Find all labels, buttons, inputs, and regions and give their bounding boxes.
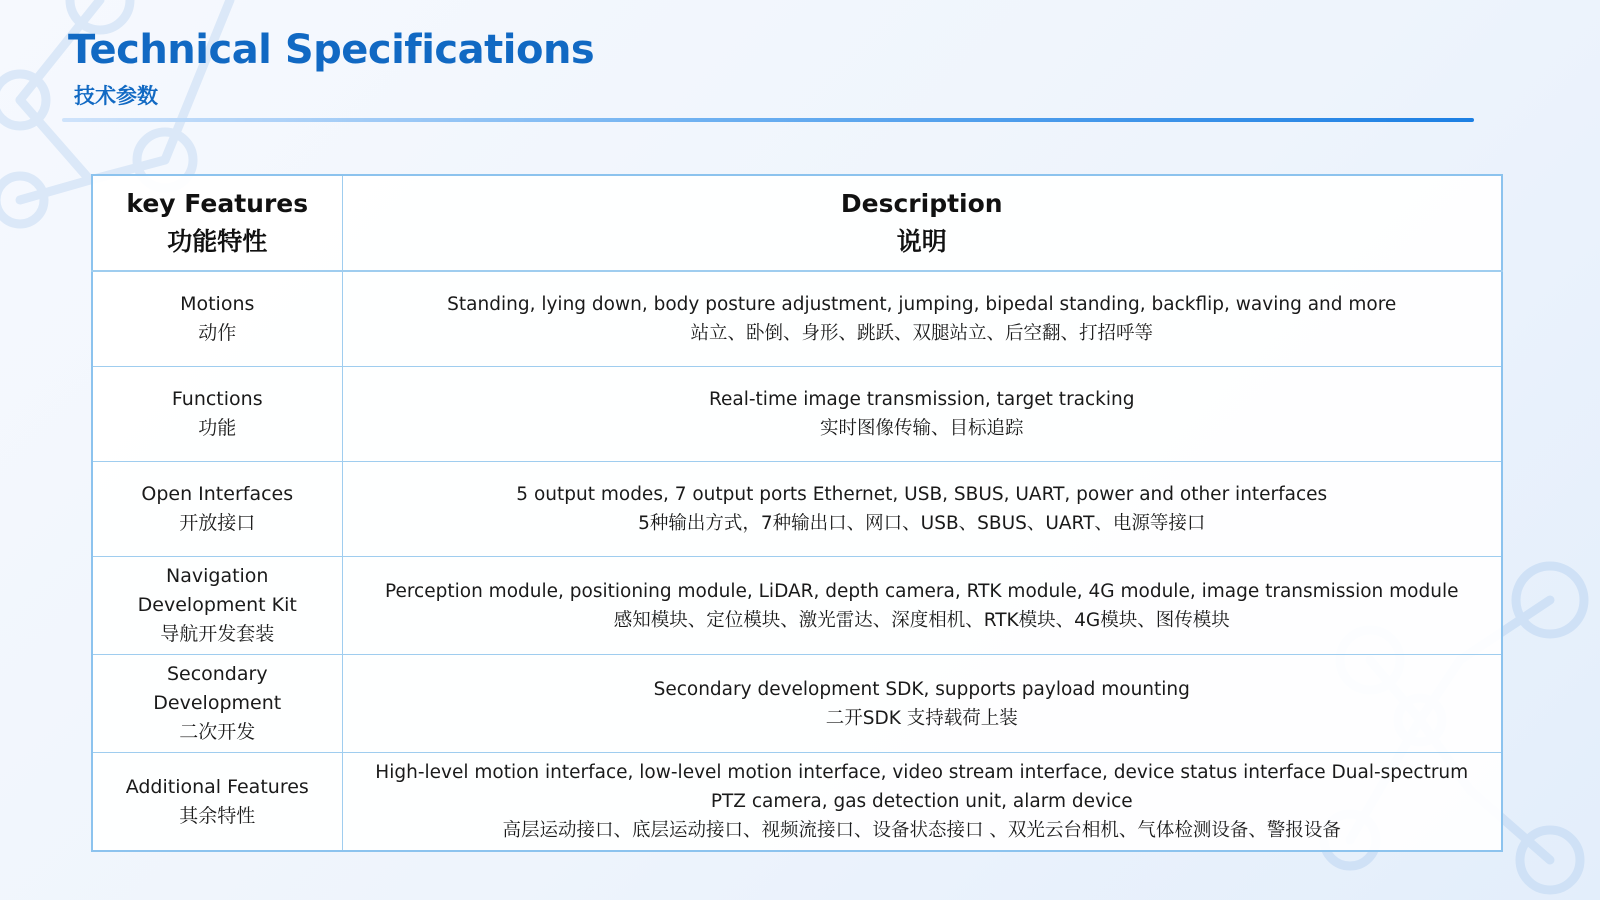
description-text: Real-time image transmission, target tracking: [709, 389, 1135, 410]
header-key-features: [92, 175, 342, 271]
feature-label: Motions: [180, 293, 255, 315]
description-text: 站立、卧倒、身形、跳跃、双腿站立、后空翻、打招呼等: [690, 323, 1153, 344]
description-text: Secondary development SDK, supports payload mounting: [653, 678, 1190, 700]
table-row-additional-features: [92, 753, 1502, 852]
description-text: 高层运动接口、底层运动接口、视频流接口、设备状态接口 、双光云台相机、气体检测设备、警报设备: [502, 820, 1341, 841]
feature-label: Functions: [171, 388, 263, 410]
description-text: PTZ camera, gas detection unit, alarm device: [710, 791, 1133, 812]
description-text: 5 output modes, 7 output ports Ethernet, USB, SBUS, UART, power and other interfaces: [516, 484, 1328, 505]
feature-label: 二次开发: [179, 721, 256, 743]
header-description-zh: 说明: [896, 227, 947, 256]
table-row-open-interfaces: [92, 462, 1502, 557]
description-text: 实时图像传输、目标追踪: [819, 418, 1024, 439]
feature-cell: [92, 557, 342, 655]
feature-cell: [92, 655, 342, 753]
table-row-functions: [92, 367, 1502, 462]
header-feature-en: key Features: [126, 189, 309, 218]
feature-cell: [92, 753, 342, 852]
feature-label: 功能: [198, 417, 237, 439]
description-text: High-level motion interface, low-level motion interface, video stream interface, device status interface Dual-spectrum: [375, 762, 1469, 783]
table-row-motions: [92, 271, 1502, 367]
description-text: Perception module, positioning module, LiDAR, depth camera, RTK module, 4G module, image transmission module: [384, 580, 1459, 602]
page-subtitle: 技术参数: [74, 84, 158, 108]
feature-label: Additional Features: [125, 775, 309, 798]
feature-label: Open Interfaces: [141, 483, 294, 505]
table-header-row: [92, 175, 1502, 271]
description-text: 二开SDK 支持载荷上装: [825, 707, 1018, 729]
feature-label: 其余特性: [179, 804, 256, 827]
feature-label: Development Kit: [137, 594, 297, 616]
description-cell: [342, 753, 1502, 852]
table-row-navigation-kit: [92, 557, 1502, 655]
header-description: [342, 175, 1502, 271]
header-feature-zh: 功能特性: [167, 227, 268, 256]
description-cell: [342, 462, 1502, 557]
page-title: Technical Specifications: [68, 27, 595, 73]
description-text: 感知模块、定位模块、激光雷达、深度相机、RTK模块、4G模块、图传模块: [613, 609, 1230, 631]
description-text: Standing, lying down, body posture adjustment, jumping, bipedal standing, backflip, waving and more: [447, 294, 1397, 315]
feature-label: 开放接口: [179, 512, 256, 534]
feature-label: 导航开发套装: [160, 623, 275, 645]
table-row-secondary-development: [92, 655, 1502, 753]
description-cell: [342, 271, 1502, 367]
feature-cell: [92, 271, 342, 367]
feature-cell: [92, 367, 342, 462]
feature-cell: [92, 462, 342, 557]
description-cell: [342, 655, 1502, 753]
description-cell: [342, 367, 1502, 462]
feature-label: Secondary: [166, 663, 268, 685]
spec-table: [91, 174, 1503, 852]
feature-label: 动作: [198, 322, 237, 344]
description-cell: [342, 557, 1502, 655]
title-divider: [62, 118, 1474, 122]
header-description-en: Description: [840, 189, 1003, 218]
feature-label: Development: [153, 692, 282, 714]
feature-label: Navigation: [166, 565, 269, 587]
description-text: 5种输出方式，7种输出口、网口、USB、SBUS、UART、电源等接口: [638, 513, 1206, 534]
